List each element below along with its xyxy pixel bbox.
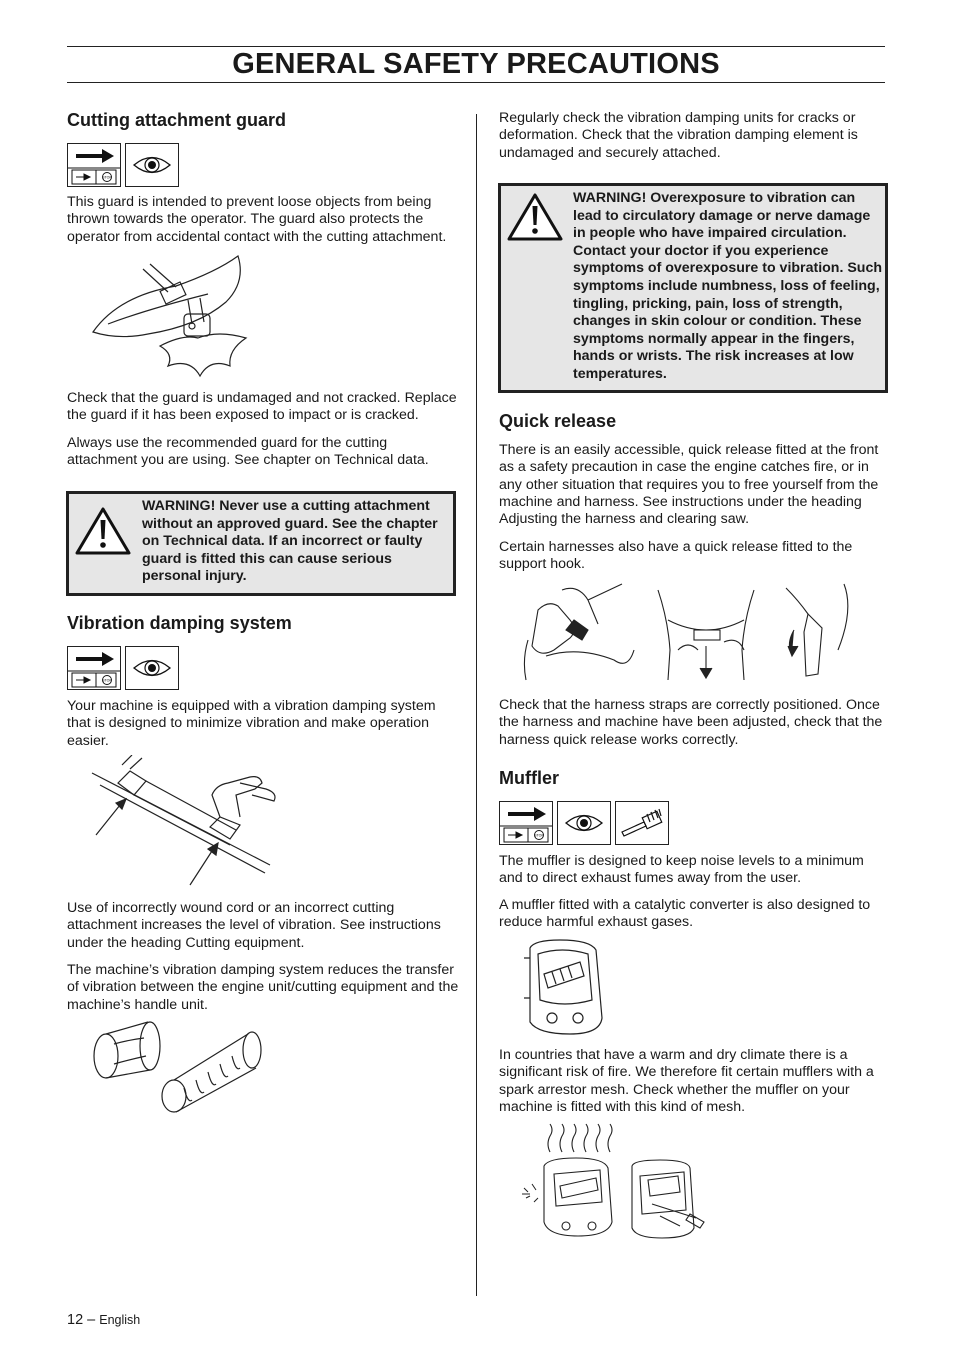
svg-text:STOP: STOP [102,175,112,180]
page-footer [67,1312,140,1328]
quick-release-paragraph-1: There is an easily accessible, quick release fitted at the front as a safety precaution in case the engine catches fire, or in any other situation that requires you to free yourself from the machine and harness. See instructions under the heading Adjusting the harness and clearing saw. [499,442,879,528]
vibration-paragraph-1: Your machine is equipped with a vibration damping system that is designed to minimize vibration and make operation easier. [67,698,436,749]
arrow-stop-icon [67,646,121,690]
vibration-warning-text: WARNING! Overexposure to vibration can lead to circulatory damage or nerve damage in people who have impaired circulation. Contact your doctor if you experience symptoms of overexposure to vibration. Such symptoms include numbness, loss of feeling, tingling, pricking, pain, loss of strength, changes in skin colour or condition. These symptoms normally appear in the fingers, hands or wrists. The risk increases at low temperatures. [573,190,883,382]
svg-text:STOP: STOP [534,833,544,838]
damping-elements-illustration [88,1018,264,1114]
vibration-warning-box [498,183,888,393]
guard-warning-text: WARNING! Never use a cutting attachment without an approved guard. See the chapter on Technical data. If an incorrect or faulty guard is fitted this can cause serious personal injury. [142,498,438,585]
page-title: GENERAL SAFETY PRECAUTIONS [67,46,885,83]
footer-language: English [99,1313,141,1327]
muffler-paragraph-1: The muffler is designed to keep noise levels to a minimum and to direct exhaust fumes away from the user. [499,853,864,887]
harness-quick-release-illustration [518,580,858,685]
vibration-paragraph-3: The machine’s vibration damping system reduces the transfer of vibration between the engine unit/cutting equipment and the machine’s handle unit. [67,962,459,1013]
arrow-stop-icon [499,801,553,845]
muffler-icons [499,801,669,845]
cutting-guard-paragraph-2: Check that the guard is undamaged and not cracked. Replace the guard if it has been exposed to impact or is cracked. [67,390,457,424]
arrow-stop-icon [67,143,121,187]
eye-icon [125,646,179,690]
spark-arrestor-illustration [520,1122,710,1240]
cutting-guard-icons [67,143,179,187]
svg-text:STOP: STOP [102,678,112,683]
guard-warning-box [66,491,456,596]
eye-icon [125,143,179,187]
column-divider [476,114,477,1296]
muffler-illustration [520,938,606,1038]
eye-icon [557,801,611,845]
quick-release-heading: Quick release [499,411,617,431]
cutting-guard-paragraph-1: This guard is intended to prevent loose objects from being thrown towards the operator. The guard also protects the operator from accidental contact with the cutting attachment. [67,194,447,245]
muffler-paragraph-3: In countries that have a warm and dry climate there is a significant risk of fire. We therefore fit certain mufflers with a spark arrestor mesh. Check whether the muffler on your machine is fitted with this kind of mesh. [499,1047,874,1115]
muffler-heading: Muffler [499,768,559,788]
warning-triangle-icon [74,506,132,561]
quick-release-paragraph-3: Check that the harness straps are correctly positioned. Once the harness and machine have been adjusted, check that the harness quick release works correctly. [499,697,883,748]
vibration-heading: Vibration damping system [67,613,292,633]
guard-illustration [88,254,258,379]
cutting-guard-heading: Cutting attachment guard [67,110,286,130]
vibration-icons [67,646,179,690]
vibration-check-paragraph: Regularly check the vibration damping units for cracks or deformation. Check that the vibration damping element is undamaged and securely attached. [499,110,858,161]
page-number: 12 – [67,1312,96,1328]
brush-icon [615,801,669,845]
damping-shaft-illustration [90,755,280,890]
cutting-guard-paragraph-3: Always use the recommended guard for the cutting attachment you are using. See chapter on Technical data. [67,435,429,469]
vibration-paragraph-2: Use of incorrectly wound cord or an incorrect cutting attachment increases the level of vibration. See instructions under the heading Cutting equipment. [67,900,441,951]
warning-triangle-icon [506,192,564,247]
quick-release-paragraph-2: Certain harnesses also have a quick release fitted to the support hook. [499,539,853,573]
muffler-paragraph-2: A muffler fitted with a catalytic converter is also designed to reduce harmful exhaust gases. [499,897,871,931]
